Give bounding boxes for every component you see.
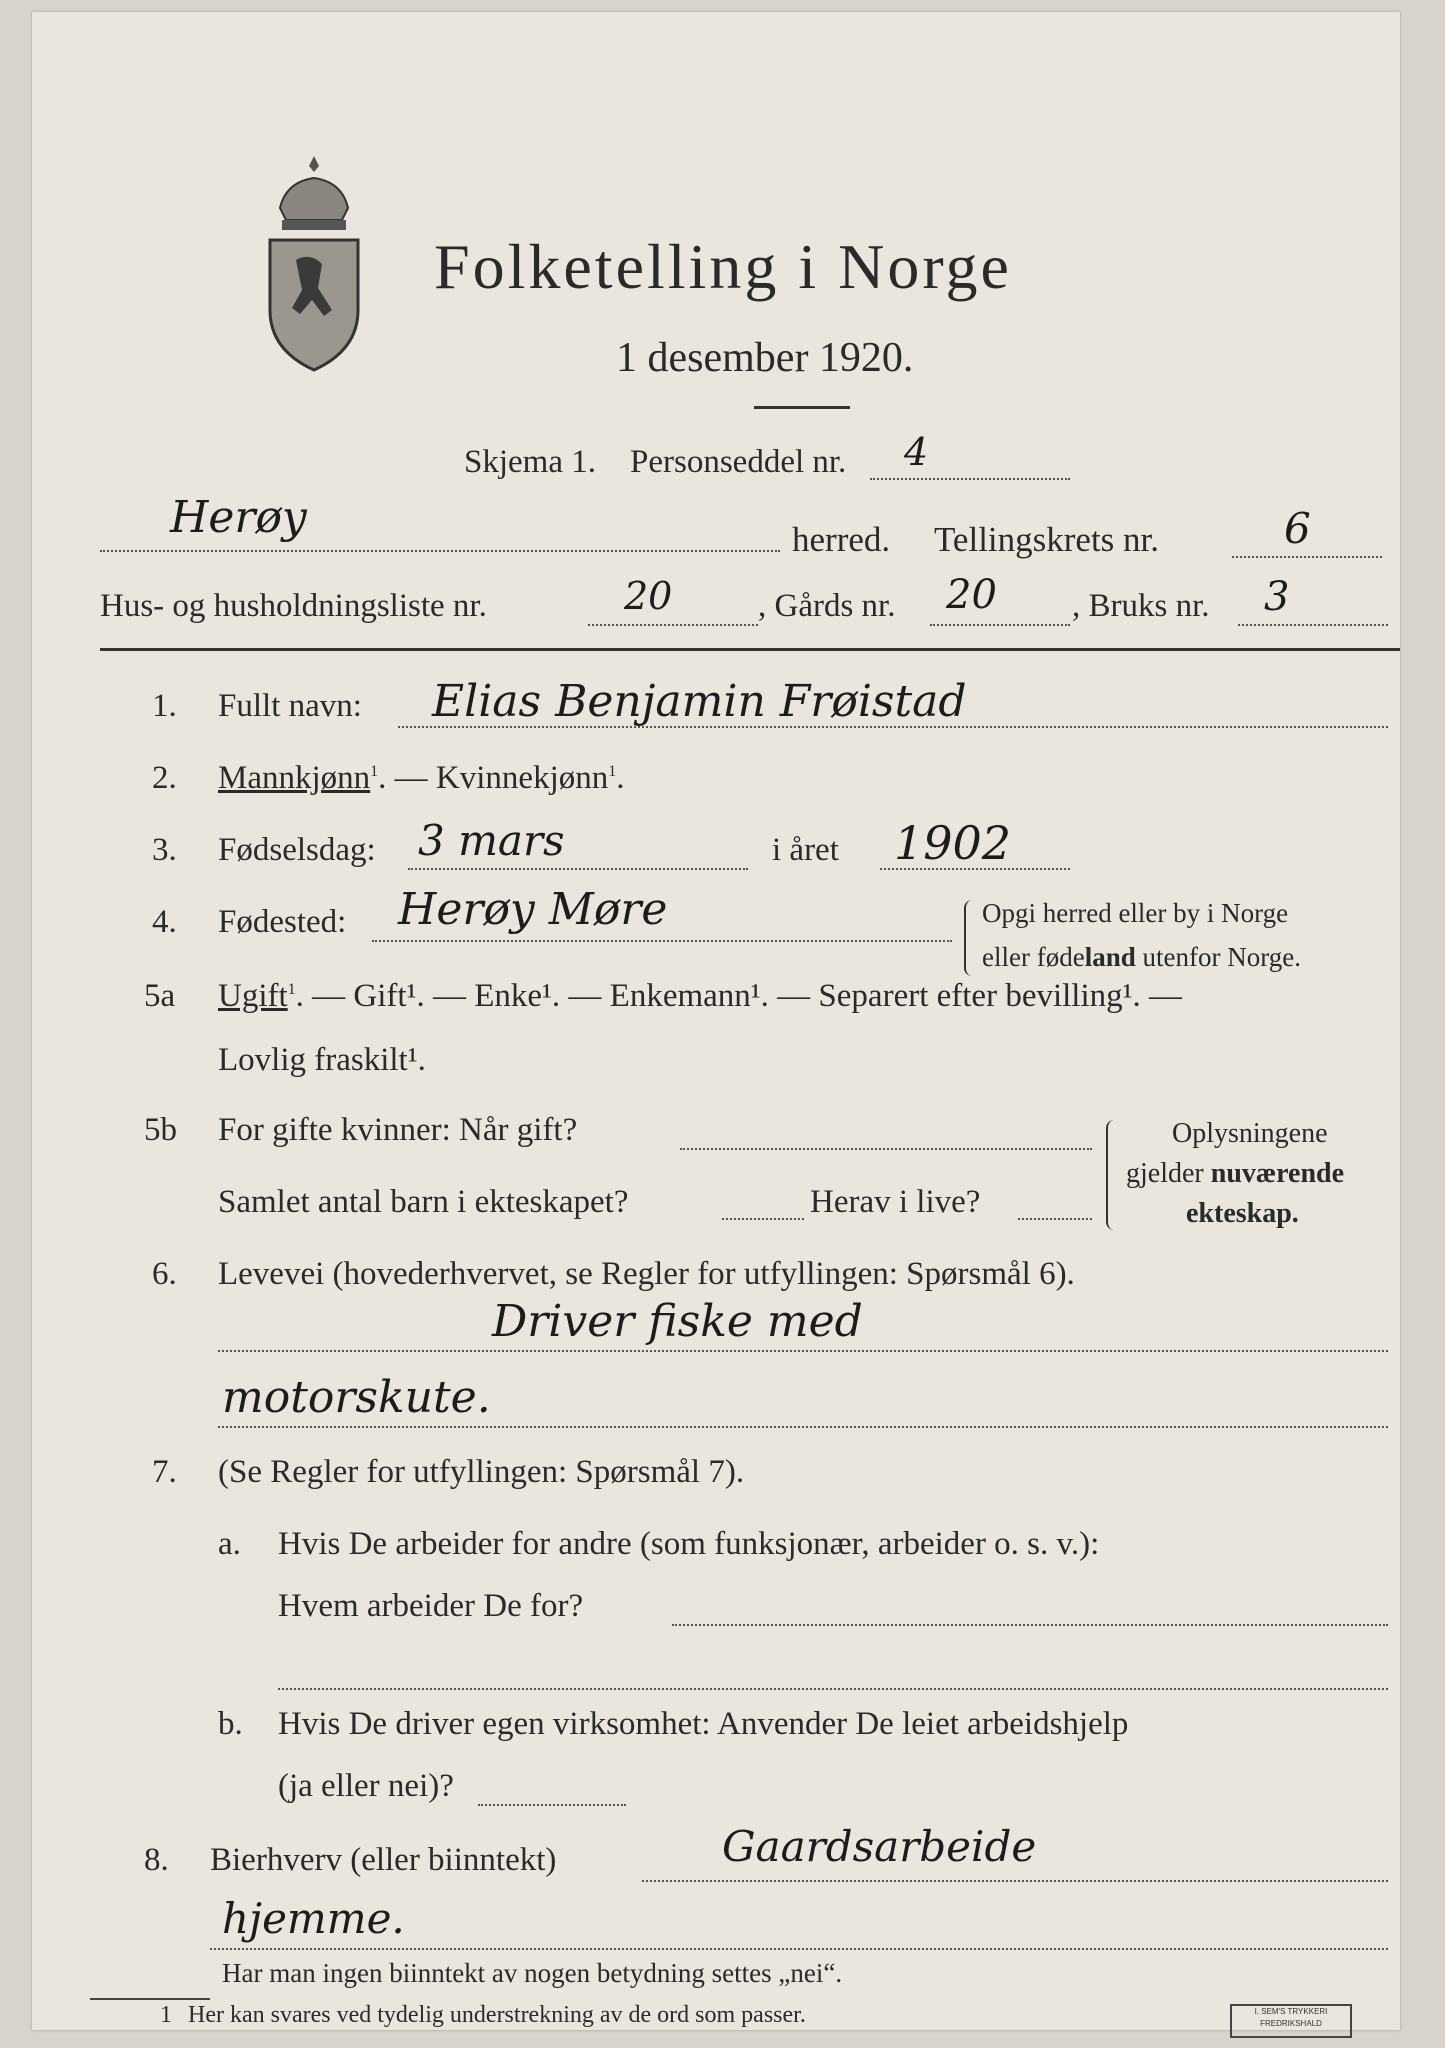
q5b-note-line1: Oplysningene [1172,1118,1328,1149]
q1-label: Fullt navn: [218,688,362,724]
title-divider [754,406,850,409]
herred-value[interactable]: Herøy [170,492,307,543]
side-income-value-line1[interactable]: Gaardsarbeide [722,1822,1037,1871]
gards-value[interactable]: 20 [946,572,997,618]
gards-label: , Gårds nr. [758,588,896,624]
q7b-line1: Hvis De driver egen virksomhet: Anvender De leiet arbeidshjelp [278,1706,1129,1742]
side-income-value-line2[interactable]: hjemme. [222,1894,405,1943]
q8-number: 8. [144,1842,169,1878]
birthplace-value[interactable]: Herøy Møre [398,884,668,935]
q4-label: Fødested: [218,904,347,940]
birth-year-label: i året [772,832,839,868]
q3-number: 3. [152,832,177,868]
footnote-divider [90,1998,210,2000]
q6-number: 6. [152,1256,177,1292]
full-name-value[interactable]: Elias Benjamin Frøistad [432,676,967,727]
birthday-value[interactable]: 3 mars [418,816,565,865]
herred-label: herred. [792,520,891,559]
marital-ugift-option[interactable]: Ugift [218,978,288,1014]
q7a-number: a. [218,1526,241,1562]
q7b-line2: (ja eller nei)? [278,1768,454,1804]
form-title: Folketelling i Norge [434,231,1012,302]
sex-female-option[interactable]: Kvinnekjønn [435,760,609,796]
sex-male-option[interactable]: Mannkjønn [218,760,371,796]
q3-label: Fødselsdag: [218,832,376,868]
q2-sex-options: Mannkjønn$^1$. — Kvinnekjønn$^1$. [218,760,625,796]
q5b-line2: Samlet antal barn i ekteskapet? [218,1184,629,1220]
census-date: 1 desember 1920. [616,335,914,381]
q5a-marital-options: Ugift$^1$. — Gift¹. — Enke¹. — Enkemann¹. — Separert efter bevilling¹. — [218,978,1183,1014]
q4-note-line1: Opgi herred eller by i Norge [982,898,1289,928]
q5b-live-label: Herav i live? [810,1184,981,1220]
q5b-note-line2: gjelder nuværende [1126,1158,1345,1189]
tellingskrets-value[interactable]: 6 [1284,504,1311,553]
q4-note-line2: eller fødeland utenfor Norge. [982,942,1301,972]
personseddel-value[interactable]: 4 [904,430,929,474]
q5a-line2: Lovlig fraskilt¹. [218,1042,426,1078]
q5b-number: 5b [144,1112,177,1148]
q6-label: Levevei (hovederhvervet, se Regler for utfyllingen: Spørsmål 6). [218,1256,1075,1292]
q7a-line1: Hvis De arbeider for andre (som funksjonær, arbeider o. s. v.): [278,1526,1100,1562]
occupation-value-line1[interactable]: Driver fiske med [492,1296,863,1347]
husholdningsliste-value[interactable]: 20 [624,574,673,618]
q7-number: 7. [152,1454,177,1490]
q5b-line1: For gifte kvinner: Når gift? [218,1112,578,1148]
occupation-value-line2[interactable]: motorskute. [222,1372,491,1423]
husholdningsliste-label: Hus- og husholdningsliste nr. [100,588,487,624]
personseddel-label: Personseddel nr. [630,444,847,480]
q7b-number: b. [218,1706,243,1742]
footnote: 1 Her kan svares ved tydelig understrekning av de ord som passer. [160,2002,806,2028]
q4-brace [964,900,978,976]
norwegian-coat-of-arms-icon [256,150,372,375]
bruks-value[interactable]: 3 [1264,574,1290,620]
bruks-label: , Bruks nr. [1072,588,1210,624]
q7-label: (Se Regler for utfyllingen: Spørsmål 7). [218,1454,745,1490]
q2-number: 2. [152,760,177,796]
header-rule [100,648,1400,651]
q5b-brace [1106,1120,1120,1230]
q8-note: Har man ingen biinntekt av nogen betydning settes „nei“. [222,1958,843,1988]
tellingskrets-label: Tellingskrets nr. [934,520,1160,559]
q7a-line2: Hvem arbeider De for? [278,1588,584,1624]
q1-number: 1. [152,688,177,724]
birth-year-value[interactable]: 1902 [894,816,1012,870]
printer-mark: I. SEM'S TRYKKERI FREDRIKSHALD [1230,2004,1352,2038]
q5a-number: 5a [144,978,176,1014]
skjema-label: Skjema 1. [464,444,596,480]
census-form [32,12,1400,2030]
q8-label: Bierhverv (eller biinntekt) [210,1842,557,1878]
q5b-note-line3: ekteskap. [1186,1198,1299,1229]
q4-number: 4. [152,904,177,940]
